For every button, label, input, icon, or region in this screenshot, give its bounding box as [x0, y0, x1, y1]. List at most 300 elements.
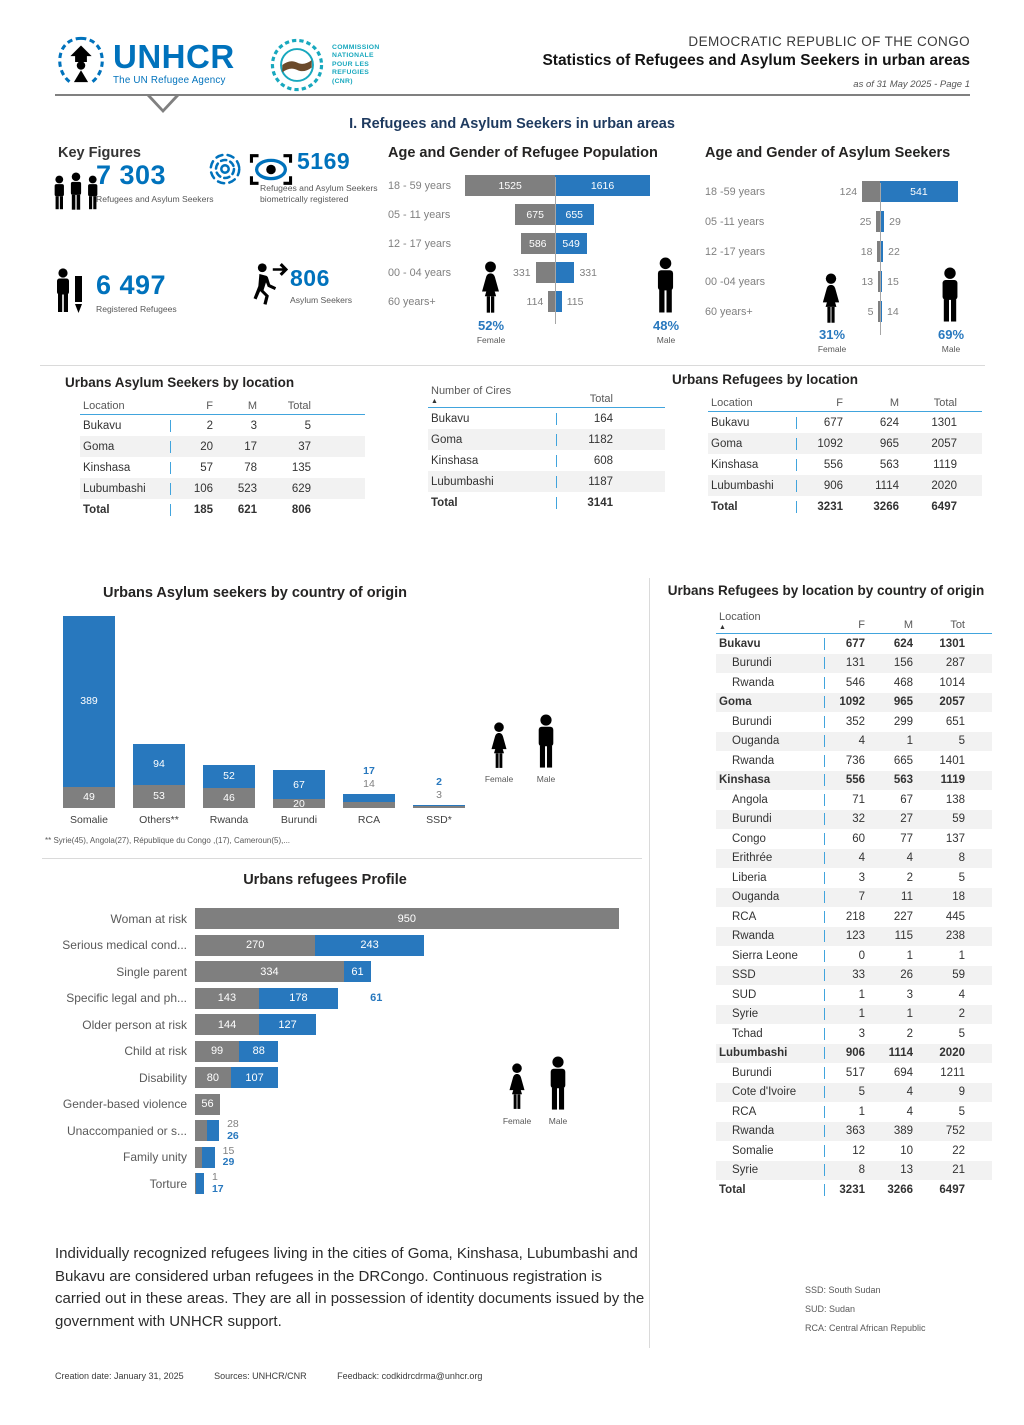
row-label-cell: Total [719, 1183, 746, 1196]
value-cell: 624 [879, 416, 899, 429]
refugees-by-origin-panel [660, 582, 992, 1200]
value-cell: 67 [900, 793, 913, 806]
female-segment: 144 [195, 1014, 259, 1035]
value-cell: 694 [893, 1066, 913, 1079]
male-bar-zone [555, 204, 660, 225]
table-row [716, 829, 992, 849]
pyramid-row [388, 291, 695, 312]
row-label-cell: Bukavu [711, 416, 750, 429]
value-cell: 677 [824, 638, 868, 650]
value-cell: 665 [893, 754, 913, 767]
column-header[interactable]: Location [711, 397, 753, 409]
pyramid-rows [388, 175, 695, 312]
row-label-cell: Ouganda [732, 891, 780, 904]
pyramid-row [705, 211, 1005, 232]
person-walking-icon [246, 262, 290, 308]
row-label-cell: Burundi [732, 657, 772, 670]
row-label-cell: Tchad [732, 1027, 763, 1040]
female-bar-zone [458, 175, 555, 196]
value-cell: 624 [893, 637, 913, 650]
row-label-cell: Kinshasa [431, 454, 479, 467]
value-cell: 22 [952, 1144, 965, 1157]
value-cell: 115 [894, 930, 913, 943]
key-figure-label: Asylum Seekers [290, 295, 353, 305]
value-cell: 1114 [875, 479, 899, 492]
summary-paragraph: Individually recognized refugees living in the cities of Goma, Kinshasa, Lubumbashi and Bukavu are considered urban refugees in the DRCongo. Continuous registration is carried out in these areas. They are all in possession of identity documents issued by the government with UNHCR support. [55, 1245, 645, 1330]
fingerprint-icon [206, 150, 244, 188]
profile-row [45, 961, 645, 982]
column-header[interactable]: M [889, 397, 899, 409]
value-cell: 131 [824, 657, 868, 669]
female-segment [343, 802, 395, 808]
female-segment: 56 [195, 1094, 220, 1115]
value-cell: 1 [906, 1008, 913, 1021]
table-row [716, 790, 992, 810]
male-segment: 107 [231, 1067, 279, 1088]
female-percentage: 31% [818, 327, 846, 342]
person-register-icon [52, 268, 86, 314]
cnr-line: (CNR) [332, 77, 353, 85]
value-cell: 137 [945, 832, 965, 845]
row-label-cell: SSD [732, 969, 756, 982]
table-row [716, 693, 992, 713]
male-bar-zone [880, 181, 995, 202]
value-cell: 6497 [931, 500, 957, 513]
value-cell: 59 [952, 813, 965, 826]
male-bar-zone [555, 262, 660, 283]
female-bar [862, 181, 880, 202]
value-cell: 21 [952, 1164, 965, 1177]
chart-title: Age and Gender of Asylum Seekers [705, 145, 951, 161]
value-cell: 4 [824, 735, 868, 747]
value-cell: 2 [906, 871, 913, 884]
table-row [716, 1141, 992, 1161]
origin-bar-column [203, 613, 255, 808]
table-row [716, 1122, 992, 1142]
table-row [716, 1005, 992, 1025]
value-cell: 10 [900, 1144, 913, 1157]
profile-category-label: Woman at risk [110, 911, 187, 926]
value-cell: 906 [796, 480, 846, 492]
table-row [428, 471, 665, 492]
profile-bars [195, 1173, 645, 1194]
male-value-label: 17 [211, 1182, 224, 1195]
female-icon [817, 273, 845, 325]
column-plot [45, 613, 475, 826]
row-label-cell: Syrie [732, 1164, 759, 1177]
male-value-label: 29 [222, 1156, 235, 1168]
female-label: Female [476, 335, 506, 345]
profile-category-label: Child at risk [124, 1044, 187, 1058]
female-value-label: 14 [363, 778, 375, 791]
value-cell: 556 [824, 774, 868, 786]
male-value-label: 2 [436, 775, 442, 788]
value-cell: 3 [906, 988, 913, 1001]
value-cell: 445 [945, 910, 965, 923]
table-row [716, 712, 992, 732]
row-label-cell: Congo [732, 832, 766, 845]
profile-category-label: Disability [138, 1070, 187, 1085]
female-bar [548, 291, 555, 312]
table-header-row [428, 385, 665, 408]
value-cell: 621 [237, 503, 257, 516]
male-segment: 243 [315, 935, 423, 956]
value-cell: 33 [824, 969, 868, 981]
column-header[interactable]: F [836, 397, 843, 409]
section-divider [40, 365, 985, 366]
row-label-cell: Rwanda [732, 930, 775, 943]
row-label-cell: Goma [83, 440, 115, 453]
female-value-label: 15 [222, 1144, 235, 1157]
female-value-label: 1 [211, 1171, 218, 1183]
row-label-cell: Somalie [732, 1144, 774, 1157]
female-value-label: 28 [227, 1118, 239, 1130]
refugee-pyramid-chart [388, 145, 695, 363]
refugees-by-location-table [708, 397, 982, 517]
female-segment: 46 [203, 788, 255, 808]
feedback-email[interactable]: Feedback: codkidrcdrma@unhcr.org [337, 1371, 483, 1381]
column-header[interactable]: Location ▲ [716, 611, 824, 631]
table-title: Urbans Refugees by location [672, 372, 859, 387]
male-icon [650, 257, 681, 315]
male-value-label: 331 [579, 266, 597, 279]
male-value-label: 29 [889, 215, 901, 228]
value-cell: 1301 [931, 416, 957, 429]
value-cell: 556 [796, 459, 846, 471]
male-percentage: 48% [652, 318, 680, 333]
profile-out-labels [227, 1119, 239, 1142]
value-cell: 1182 [556, 434, 616, 446]
value-cell: 106 [170, 483, 216, 495]
table-row [428, 450, 665, 471]
female-segment: 49 [63, 787, 115, 808]
profile-bars [195, 1041, 645, 1062]
male-icon [543, 1056, 573, 1112]
value-cell: 227 [893, 910, 913, 923]
row-label-cell: RCA [732, 1105, 757, 1118]
row-label-cell: Rwanda [732, 754, 775, 767]
table-row [716, 1102, 992, 1122]
value-cell: 4 [958, 988, 965, 1001]
age-band-label: 05 - 11 years [388, 208, 451, 221]
abbreviation-notes [805, 1285, 926, 1342]
value-cell: 17 [244, 440, 257, 453]
row-label-cell: Goma [719, 696, 752, 709]
profile-row [45, 988, 645, 1009]
header-rule-notch-inner [151, 96, 175, 109]
value-cell: 523 [237, 482, 257, 495]
value-cell: 78 [244, 461, 257, 474]
origin-bar-column [63, 613, 115, 808]
pyramid-axis [880, 183, 881, 335]
unhcr-logo [113, 38, 235, 86]
female-segment [195, 1120, 207, 1141]
female-segment: 143 [195, 988, 259, 1009]
table-row [716, 907, 992, 927]
value-cell: 468 [893, 676, 913, 689]
female-segment: 80 [195, 1067, 231, 1088]
table-row [428, 429, 665, 450]
table-row [716, 810, 992, 830]
value-cell: 287 [945, 657, 965, 670]
row-label-cell: Kinshasa [83, 461, 131, 474]
column-header[interactable]: Total [933, 397, 957, 409]
origin-bar-column [273, 613, 325, 808]
value-cell: 20 [170, 441, 216, 453]
value-cell: 1401 [939, 754, 965, 767]
female-bar-zone [798, 241, 880, 262]
age-band-label: 00 - 04 years [388, 266, 452, 279]
age-band-label: 18 - 59 years [388, 179, 452, 192]
value-cell: 806 [291, 503, 311, 516]
row-label-cell: Burundi [732, 813, 772, 826]
row-label-cell: Total [711, 500, 738, 513]
value-cell: 185 [170, 504, 216, 516]
sources: Sources: UNHCR/CNR [214, 1371, 307, 1381]
asylum-by-location-table [80, 400, 365, 520]
origin-category-label: RCA [357, 814, 381, 826]
profile-category-label: Family unity [122, 1150, 187, 1164]
male-segment: 127 [259, 1014, 316, 1035]
header-rule [55, 94, 970, 96]
value-cell: 2057 [939, 696, 965, 709]
value-cell: 1 [906, 735, 913, 748]
value-cell: 77 [900, 832, 913, 845]
female-legend-label: Female [502, 1116, 532, 1126]
value-cell: 11 [901, 891, 913, 904]
pyramid-row [388, 175, 695, 196]
value-cell: 57 [170, 462, 216, 474]
age-band-label: 12 - 17 years [388, 237, 452, 250]
value-cell: 4 [906, 1086, 913, 1099]
refugees-by-location-panel [672, 372, 982, 517]
female-bar-zone [458, 262, 555, 283]
value-cell: 5 [958, 735, 965, 748]
value-cell: 1092 [796, 438, 846, 450]
value-cell: 1 [824, 989, 868, 1001]
row-label-cell: Burundi [732, 715, 772, 728]
value-cell: 563 [893, 774, 913, 787]
profile-row [45, 935, 645, 956]
cnr-line: NATIONALE [332, 52, 374, 60]
profile-category-label: Older person at risk [82, 1017, 187, 1032]
profile-bars [195, 988, 645, 1009]
male-bar [555, 291, 562, 312]
row-label-cell: Goma [711, 437, 743, 450]
male-value-label: 22 [888, 245, 900, 258]
value-cell: 2020 [931, 479, 957, 492]
key-figure-registered [96, 270, 226, 315]
column-header[interactable]: Tot [950, 619, 965, 631]
female-bar: 1525 [465, 175, 555, 196]
profile-bars [195, 1067, 645, 1088]
row-label-cell: Burundi [732, 1066, 772, 1079]
column-header[interactable]: Location [83, 400, 125, 412]
table-row [428, 408, 665, 429]
cires-table [428, 385, 665, 513]
origin-bar-column [343, 613, 395, 808]
value-cell: 123 [824, 930, 868, 942]
value-cell: 3231 [824, 1184, 868, 1196]
sort-ascending-icon: ▲ [431, 398, 438, 405]
table-row [80, 415, 365, 436]
value-cell: 5 [958, 1105, 965, 1118]
value-cell: 3 [824, 1028, 868, 1040]
value-cell: 965 [893, 696, 913, 709]
key-figure-label: Refugees and Asylum Seekers [96, 194, 214, 204]
value-cell: 7 [824, 891, 868, 903]
chart-title: Urbans Asylum seekers by country of origin [102, 585, 408, 601]
row-label-cell: Syrie [732, 1008, 759, 1021]
table-row [708, 433, 982, 454]
table-row [708, 412, 982, 433]
cnr-wordmark [332, 44, 380, 86]
male-bar [555, 262, 574, 283]
chart-title: Age and Gender of Refugee Population [388, 145, 658, 161]
value-cell: 517 [824, 1067, 868, 1079]
cnr-line: COMMISSION [332, 44, 380, 51]
table-row [716, 1083, 992, 1103]
value-cell: 546 [824, 677, 868, 689]
male-label: Male [656, 335, 676, 345]
table-row [716, 927, 992, 947]
male-legend-label: Male [548, 1116, 568, 1126]
value-cell: 3231 [796, 501, 846, 513]
female-legend-label: Female [484, 774, 514, 784]
asylum-pyramid-chart [705, 145, 1005, 367]
male-segment: 67 [273, 770, 325, 799]
value-cell: 13 [900, 1164, 913, 1177]
column-header[interactable]: M [247, 400, 257, 412]
table-row [716, 1063, 992, 1083]
value-cell: 363 [824, 1125, 868, 1137]
table-row [716, 985, 992, 1005]
female-value-label: 13 [861, 275, 874, 288]
table-row [716, 1044, 992, 1064]
value-cell: 389 [893, 1125, 913, 1138]
origin-category-label: Others** [139, 814, 179, 826]
value-cell: 1092 [824, 696, 868, 708]
cnr-line: POUR LES [332, 60, 370, 68]
female-value-label: 331 [513, 266, 531, 279]
value-cell: 164 [556, 413, 616, 425]
key-figure-value: 806 [290, 265, 330, 291]
male-bar: 541 [880, 181, 958, 202]
profile-bars [195, 908, 645, 929]
value-cell: 9 [958, 1086, 965, 1099]
key-figure-value: 7 303 [96, 160, 167, 190]
age-band-label: 60 years+ [705, 305, 753, 318]
value-cell: 8 [958, 852, 965, 865]
value-cell: 238 [945, 930, 965, 943]
male-legend-label: Male [536, 774, 556, 784]
female-value-label: 5 [867, 305, 874, 318]
value-cell: 1119 [933, 458, 957, 471]
female-bar: 586 [521, 233, 555, 254]
value-cell: 0 [824, 950, 868, 962]
data-table [716, 611, 992, 1200]
column-header[interactable]: Total [287, 400, 311, 412]
table-title: Urbans Refugees by location by country of origin [667, 583, 985, 598]
male-segment: 52 [203, 765, 255, 788]
refugees-by-origin-table [716, 611, 992, 1200]
table-total-row [708, 496, 982, 517]
female-bar [536, 262, 555, 283]
value-cell: 2 [958, 1008, 965, 1021]
age-band-label: 60 years+ [388, 295, 436, 308]
note-rca: RCA: Central African Republic [805, 1323, 926, 1333]
row-label-cell: Cote d'Ivoire [732, 1086, 797, 1099]
female-value-label: 124 [839, 185, 858, 198]
value-cell: 4 [906, 1105, 913, 1118]
row-label-cell: Bukavu [719, 637, 761, 650]
column-header[interactable]: F [206, 400, 213, 412]
column-header[interactable]: Total [589, 393, 613, 405]
value-cell: 5 [824, 1086, 868, 1098]
pyramid-row [388, 204, 695, 225]
column-header[interactable]: F [858, 619, 865, 631]
data-table [708, 397, 982, 517]
row-label-cell: RCA [732, 910, 757, 923]
female-segment [195, 1147, 202, 1168]
female-segment: 270 [195, 935, 315, 956]
table-row [716, 771, 992, 791]
key-figure-biometric [297, 148, 350, 175]
male-bar-zone [555, 175, 660, 196]
column-header[interactable]: Number of Cires ▲ [428, 385, 556, 405]
male-percentage: 69% [937, 327, 965, 342]
value-cell: 906 [824, 1047, 868, 1059]
value-cell: 1 [824, 1008, 868, 1020]
male-segment [207, 1120, 219, 1141]
male-value-label: 115 [566, 295, 584, 308]
chart-title: Urbans refugees Profile [243, 872, 407, 888]
header-text-block [540, 34, 970, 90]
value-cell: 3141 [556, 497, 616, 509]
table-row [716, 946, 992, 966]
value-cell: 1114 [888, 1047, 913, 1060]
female-segment [413, 806, 465, 808]
column-header[interactable]: M [903, 619, 913, 631]
value-cell: 5 [958, 871, 965, 884]
female-segment: 99 [195, 1041, 239, 1062]
value-cell: 37 [298, 440, 311, 453]
table-row [716, 888, 992, 908]
table-header-row [708, 397, 982, 412]
people-group-icon [50, 170, 102, 215]
male-segment: 178 [259, 988, 338, 1009]
profile-row [45, 1144, 645, 1168]
country-label: DEMOCRATIC REPUBLIC OF THE CONGO [688, 34, 970, 49]
female-bar: 675 [515, 204, 555, 225]
value-cell: 18 [952, 891, 965, 904]
profile-category-label: Serious medical cond... [62, 938, 187, 952]
value-cell: 629 [291, 482, 311, 495]
value-cell: 1301 [939, 637, 965, 650]
male-segment: 88 [239, 1041, 278, 1062]
male-segment [196, 1173, 204, 1194]
value-cell: 677 [796, 417, 846, 429]
value-cell: 27 [900, 813, 913, 826]
profile-row [45, 1173, 645, 1194]
profile-category-label: Unaccompanied or s... [66, 1123, 187, 1138]
value-cell: 1119 [940, 774, 965, 787]
profile-category-label: Gender-based violence [62, 1097, 187, 1111]
key-figure-value: 5169 [297, 148, 351, 174]
origin-bar-column [413, 613, 465, 808]
chart-footnote: ** Syrie(45), Angola(27), République du Congo ,(17), Cameroun(5),... [45, 836, 291, 845]
row-label-cell: Rwanda [732, 1125, 775, 1138]
